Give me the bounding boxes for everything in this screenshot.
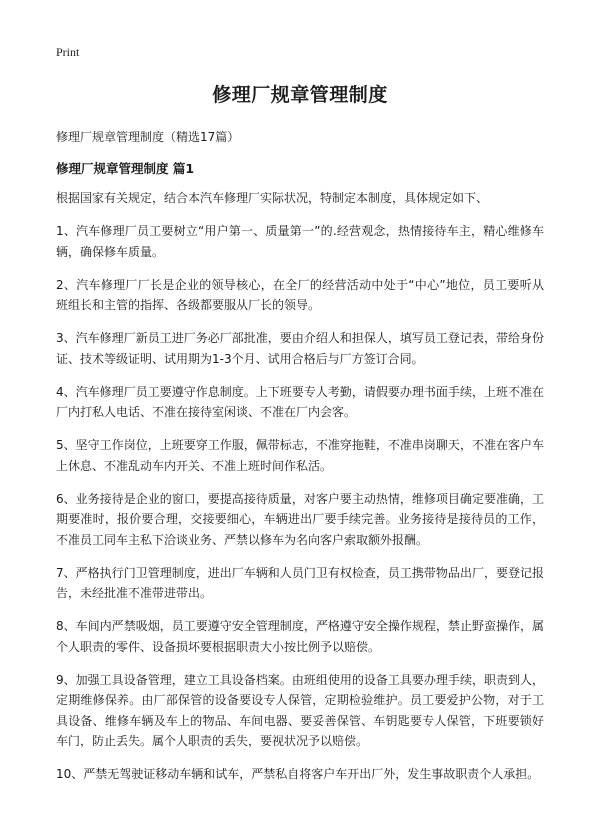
paragraph-rule-5: 5、坚守工作岗位，上班要穿工作服，佩带标志，不准穿拖鞋，不准串岗聊天，不准在客户车上休息、不准乱动车内开关、不准上班时间作私活。 bbox=[56, 438, 544, 473]
paragraph-rule-7: 7、严格执行门卫管理制度，进出厂车辆和人员门卫有权检查，员工携带物品出厂，要登记报告，未经批准不准带进带出。 bbox=[56, 565, 544, 600]
paragraph-rule-10: 10、严禁无驾驶证移动车辆和试车，严禁私自将客户车开出厂外，发生事故职责个人承担。 bbox=[56, 767, 540, 781]
page-title: 修理厂规章管理制度 bbox=[212, 84, 388, 106]
document-subtitle: 修理厂规章管理制度（精选17篇） bbox=[56, 130, 240, 144]
paragraph-list bbox=[56, 188, 544, 785]
section-heading: 修理厂规章管理制度 篇1 bbox=[56, 161, 195, 176]
paragraph-intro: 根据国家有关规定，结合本汽车修理厂实际状况，特制定本制度，具体规定如下、 bbox=[56, 191, 489, 205]
paragraph-rule-3: 3、汽车修理厂新员工进厂务必厂部批准，要由介绍人和担保人，填写员工登记表，带给身份证、技术等级证明、试用期为1-3个月、试用合格后与厂方签订合同。 bbox=[56, 331, 544, 366]
paragraph-rule-2: 2、汽车修理厂厂长是企业的领导核心，在全厂的经营活动中处于“中心”地位，员工要听从班组长和主管的指挥、各级都要服从厂长的领导。 bbox=[56, 277, 544, 312]
paragraph-rule-9: 9、加强工具设备管理，建立工具设备档案。由班组使用的设备工具要办理手续，职责到人，定期维修保养。由厂部保管的设备要设专人保管，定期检验维护。员工要爱护公物，对于工具设备、维修车辆及车上的物品、车间电器、要妥善保管、车钥匙要专人保管，下班要锁好车门，防止丢失。属个人职责的丢失，要视状况予以赔偿。 bbox=[56, 672, 544, 748]
paragraph-rule-1: 1、汽车修理厂员工要树立“用户第一、质量第一”的.经营观念，热情接待车主，精心维修车辆，确保修车质量。 bbox=[56, 224, 544, 259]
paragraph-rule-4: 4、汽车修理厂员工要遵守作息制度。上下班要专人考勤，请假要办理书面手续，上班不准在厂内打私人电话、不准在接待室闲谈、不准在厂内会客。 bbox=[56, 384, 544, 419]
paragraph-rule-6: 6、业务接待是企业的窗口，要提高接待质量，对客户要主动热情，维修项目确定要准确，工期要准时，报价要合理，交接要细心，车辆进出厂要手续完善。业务接待是接待员的工作，不准员工同车主私下洽谈业务、严禁以修车为名向客户索取额外报酬。 bbox=[56, 491, 544, 547]
print-link[interactable]: Print bbox=[56, 45, 80, 59]
paragraph-rule-8: 8、车间内严禁吸烟，员工要遵守安全管理制度，严格遵守安全操作规程，禁止野蛮操作，属个人职责的零件、设备损坏要根据职责大小按比例予以赔偿。 bbox=[56, 619, 544, 654]
